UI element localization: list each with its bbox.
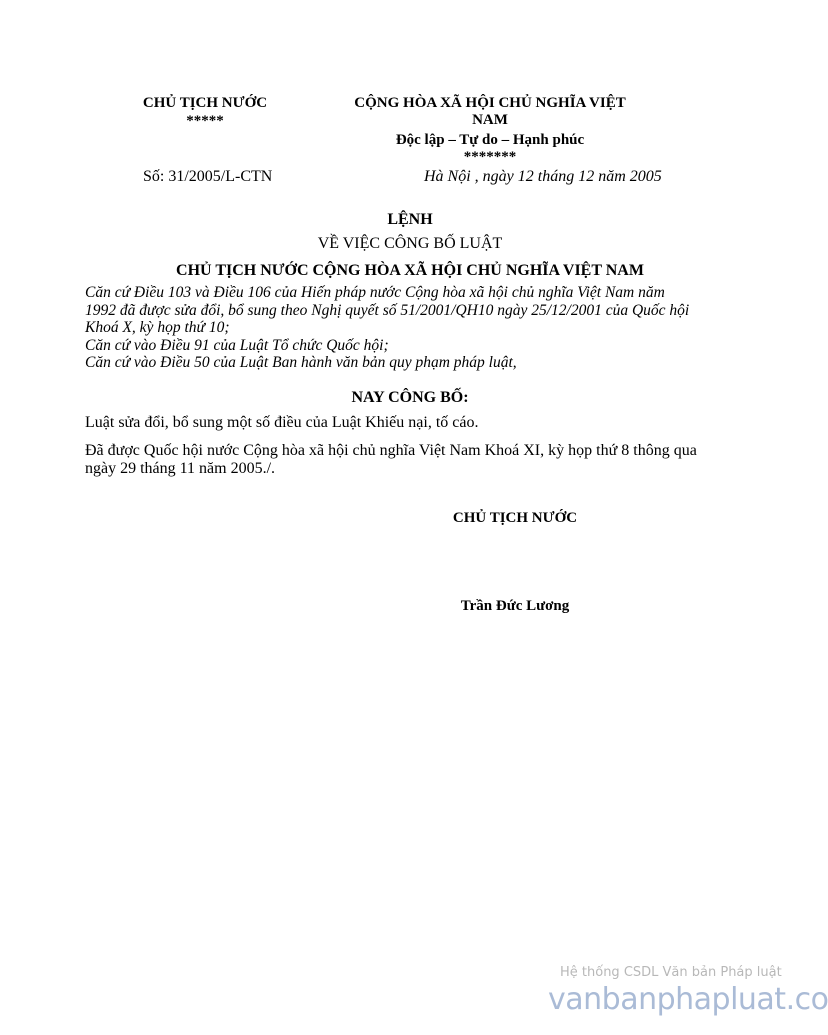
- legal-basis-line: Căn cứ vào Điều 50 của Luật Ban hành văn bản quy phạm pháp luật,: [85, 354, 517, 371]
- legal-basis: [85, 284, 725, 372]
- national-motto: Độc lập – Tự do – Hạnh phúc: [395, 132, 585, 148]
- signer-name: Trần Đức Lương: [460, 598, 570, 614]
- adoption-paragraph: Đã được Quốc hội nước Cộng hòa xã hội chủ nghĩa Việt Nam Khoá XI, kỳ họp thứ 8 thông qua ngày 29 tháng 11 năm 2005./.: [85, 442, 697, 477]
- document-date: Hà Nội , ngày 12 tháng 12 năm 2005: [424, 168, 662, 185]
- authority-separator: *****: [186, 113, 224, 129]
- document-issuer: CHỦ TỊCH NƯỚC CỘNG HÒA XÃ HỘI CHỦ NGHĨA VIỆT NAM: [176, 262, 644, 279]
- document-subject: VỀ VIỆC CÔNG BỐ LUẬT: [317, 235, 503, 252]
- law-title-paragraph: Luật sửa đổi, bổ sung một số điều của Luật Khiếu nại, tố cáo.: [85, 414, 479, 431]
- legal-basis-line: Khoá X, kỳ họp thứ 10;: [85, 319, 230, 336]
- document-number: Số: 31/2005/L-CTN: [143, 168, 273, 185]
- document-type: LỆNH: [387, 211, 433, 228]
- national-title: CỘNG HÒA XÃ HỘI CHỦ NGHĨA VIỆT NAM: [354, 95, 626, 128]
- issuing-authority: CHỦ TỊCH NƯỚC: [142, 95, 268, 111]
- signature-title: CHỦ TỊCH NƯỚC: [452, 510, 578, 526]
- legal-basis-line: Căn cứ Điều 103 và Điều 106 của Hiến pháp nước Cộng hòa xã hội chủ nghĩa Việt Nam năm: [85, 284, 665, 301]
- legal-basis-line: 1992 đã được sửa đổi, bổ sung theo Nghị quyết số 51/2001/QH10 ngày 25/12/2001 của Quốc hội: [85, 301, 690, 319]
- motto-separator: *******: [463, 149, 517, 165]
- announce-heading: NAY CÔNG BỐ:: [351, 389, 469, 406]
- watermark-caption: Hệ thống CSDL Văn bản Pháp luật: [560, 965, 782, 980]
- watermark-domain: vanbanphapluat.co: [548, 982, 828, 1017]
- legal-basis-line: Căn cứ vào Điều 91 của Luật Tổ chức Quốc hội;: [85, 336, 389, 354]
